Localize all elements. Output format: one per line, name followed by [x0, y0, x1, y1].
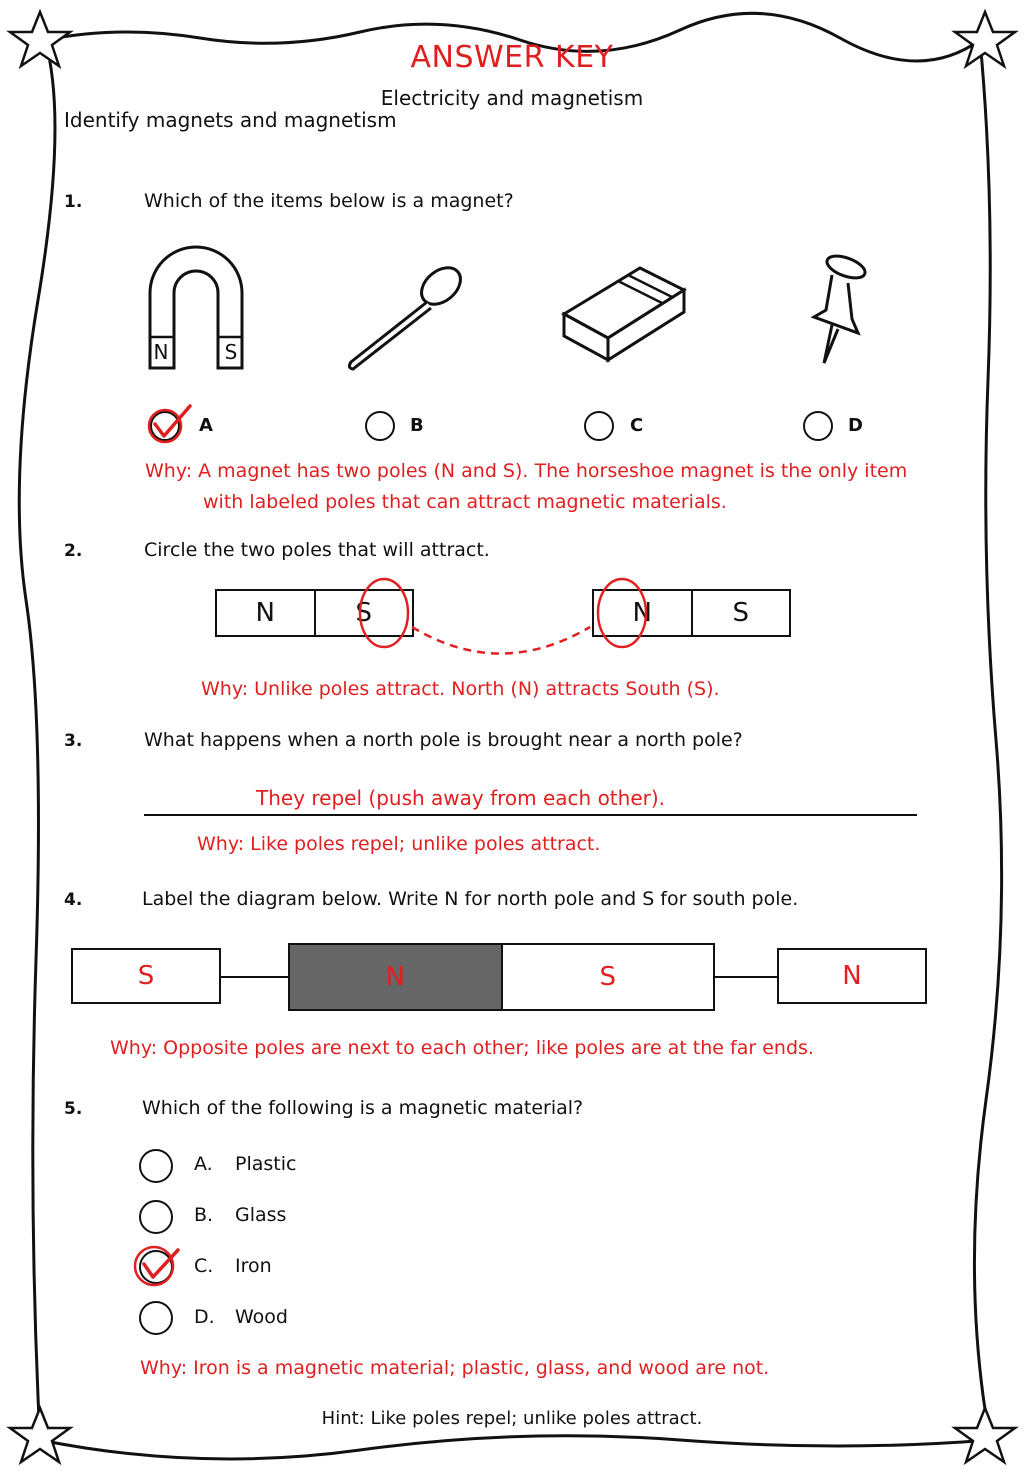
question-1-number: 1.: [64, 192, 83, 212]
q1-option-c-label: C: [630, 415, 644, 436]
question-3-text: What happens when a north pole is brought near a north pole?: [144, 729, 743, 751]
attraction-circles: [340, 575, 660, 675]
q5-option-b-text: Glass: [235, 1204, 287, 1226]
q3-explanation: Why: Like poles repel; unlike poles attract.: [197, 833, 601, 855]
question-5-number: 5.: [64, 1099, 83, 1119]
checkmark-icon: [132, 1244, 184, 1288]
bar-magnet-2-north[interactable]: N: [594, 591, 693, 635]
question-3-number: 3.: [64, 731, 83, 751]
q1-option-d-radio[interactable]: [803, 411, 833, 441]
connector-line-left: [220, 976, 290, 978]
spoon-image: [345, 258, 470, 373]
q1-option-b-label: B: [410, 415, 424, 436]
question-5-text: Which of the following is a magnetic material?: [142, 1097, 584, 1119]
question-4-text: Label the diagram below. Write N for north pole and S for south pole.: [142, 888, 799, 910]
q5-option-b-radio[interactable]: [139, 1200, 173, 1234]
bar-magnet-1-south[interactable]: S: [355, 598, 372, 628]
q5-explanation: Why: Iron is a magnetic material; plastic, glass, and wood are not.: [140, 1357, 770, 1379]
q1-option-a-label: A: [199, 415, 213, 436]
q1-explanation-line-1: Why: A magnet has two poles (N and S). The horseshoe magnet is the only item: [145, 460, 908, 482]
q1-explanation-line-2: with labeled poles that can attract magnetic materials.: [203, 491, 727, 513]
connector-line-right: [714, 976, 778, 978]
q1-option-b-radio[interactable]: [365, 411, 395, 441]
q5-option-a-letter: A.: [194, 1153, 213, 1175]
page-title: ANSWER KEY: [410, 40, 614, 75]
q5-option-b-letter: B.: [194, 1204, 214, 1226]
diagram-right-box[interactable]: N: [777, 948, 927, 1004]
q3-answer: They repel (push away from each other).: [256, 786, 666, 810]
q5-option-d-letter: D.: [194, 1306, 215, 1328]
bar-magnet-2-south[interactable]: S: [732, 598, 749, 628]
footer-hint: Hint: Like poles repel; unlike poles attract.: [321, 1408, 703, 1429]
magnet-s-label: S: [224, 340, 238, 364]
bar-magnet-1-north[interactable]: N: [217, 591, 316, 635]
diagram-left-box[interactable]: S: [71, 948, 221, 1004]
q2-explanation: Why: Unlike poles attract. North (N) attracts South (S).: [201, 678, 720, 700]
q5-option-d-radio[interactable]: [139, 1301, 173, 1335]
q1-option-c-radio[interactable]: [584, 411, 614, 441]
q3-answer-line: [144, 814, 917, 816]
question-4-number: 4.: [64, 890, 83, 910]
checkmark-icon: [146, 402, 196, 446]
diagram-center-magnet: [288, 943, 715, 1011]
question-1-text: Which of the items below is a magnet?: [144, 190, 514, 212]
q5-option-d-text: Wood: [235, 1306, 288, 1328]
q5-option-a-radio[interactable]: [139, 1149, 173, 1183]
diagram-center-left-north[interactable]: N: [290, 945, 503, 1009]
q5-option-a-text: Plastic: [235, 1153, 297, 1175]
question-2-number: 2.: [64, 541, 83, 561]
eraser-image: [560, 262, 690, 362]
pushpin-image: [808, 255, 868, 370]
question-2-text: Circle the two poles that will attract.: [144, 539, 490, 561]
page-subtitle: Electricity and magnetism: [380, 86, 644, 110]
topic-heading: Identify magnets and magnetism: [64, 108, 397, 132]
q5-option-c-letter: C.: [194, 1255, 214, 1277]
q5-option-c-text: Iron: [235, 1255, 272, 1277]
magnet-n-label: N: [153, 340, 169, 364]
diagram-center-right-south[interactable]: S: [599, 962, 616, 992]
q1-option-d-label: D: [848, 415, 863, 436]
q4-explanation: Why: Opposite poles are next to each other; like poles are at the far ends.: [110, 1037, 814, 1059]
